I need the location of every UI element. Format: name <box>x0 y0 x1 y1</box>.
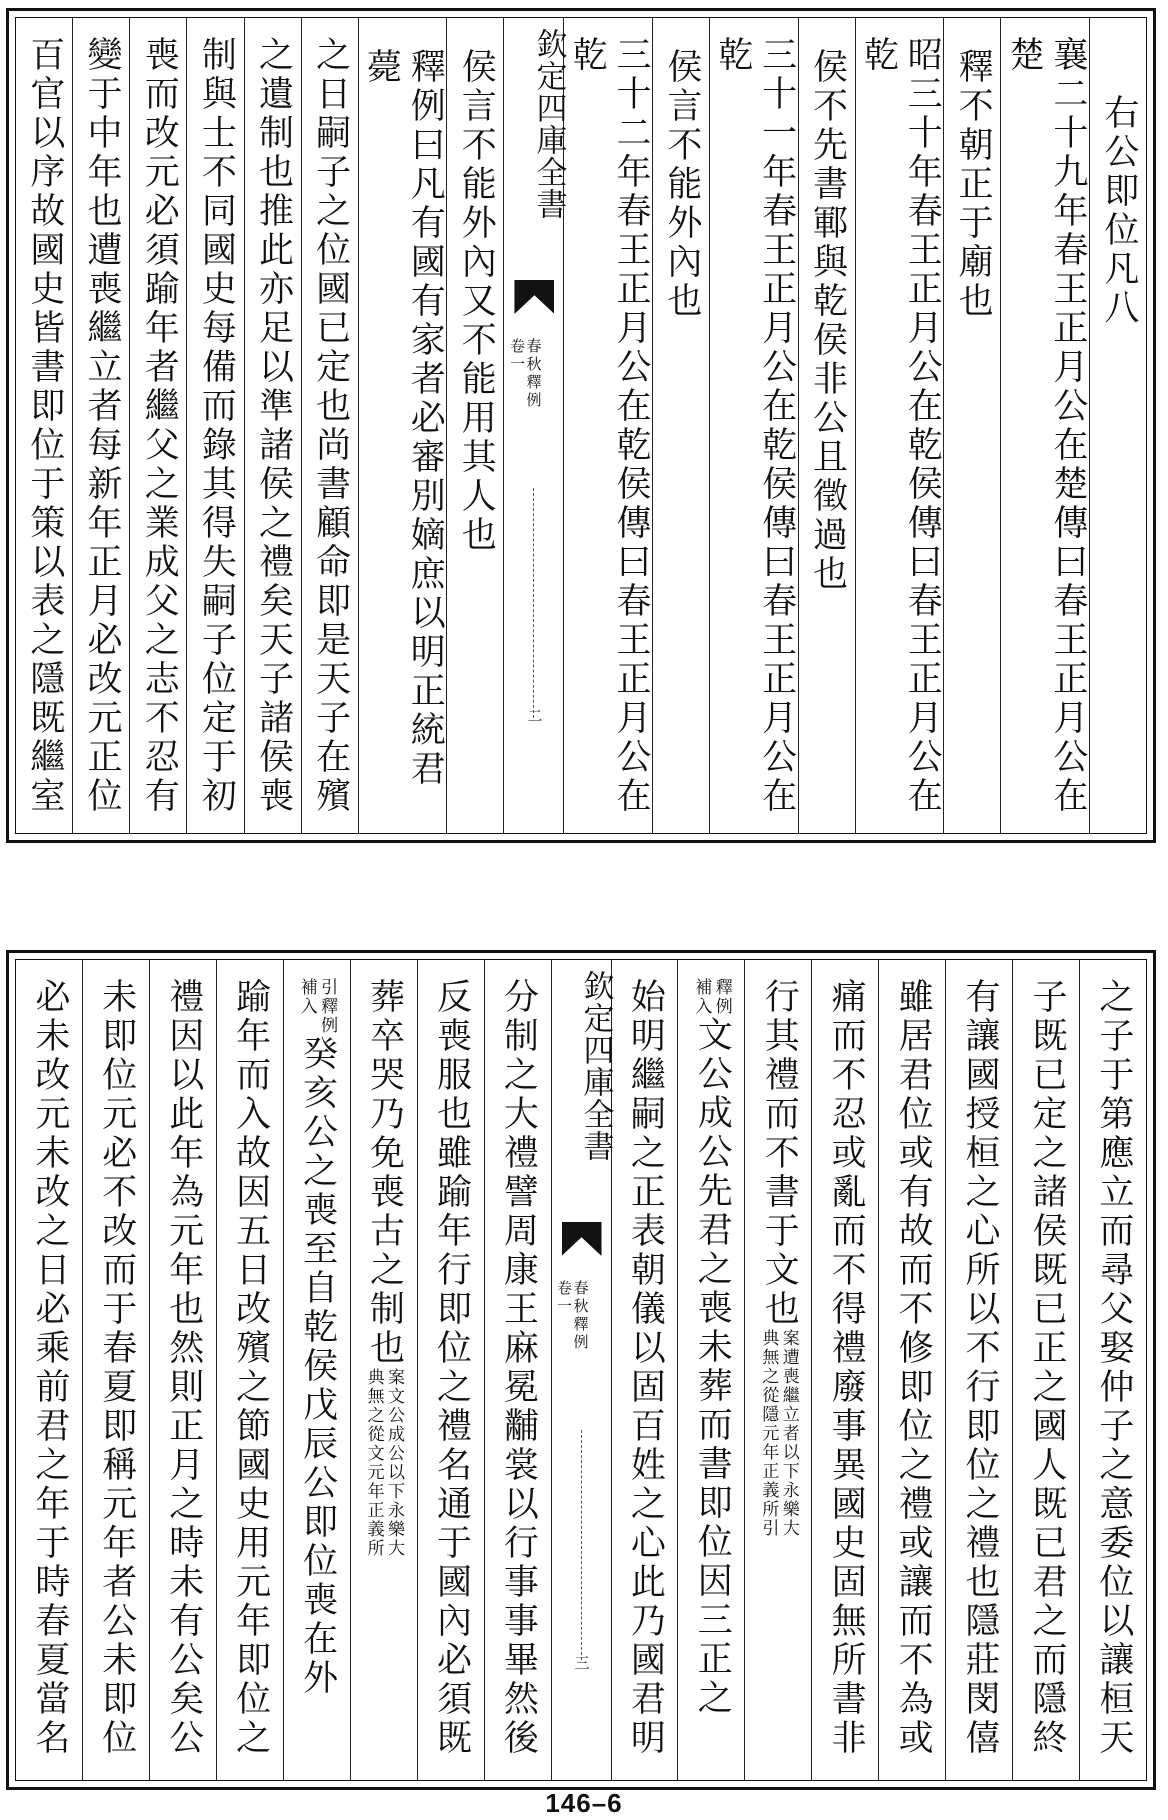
text-column: 喪而改元必須踰年者繼父之業成父之志不忍有 <box>129 18 186 833</box>
text-column: 分制之大禮譬周康王麻冕黼裳以行事事畢然後 <box>484 960 551 1780</box>
bottom-page <box>6 950 1156 1790</box>
text-column: 子既已定之諸侯既已正之國人既已君之而隱終 <box>1012 960 1079 1780</box>
top-page <box>6 8 1156 843</box>
text-column: 禮因以此年為元年也然則正月之時未有公矣公 <box>149 960 216 1780</box>
main-text: 癸亥公之喪至自乾侯戊辰公即位喪在外 <box>297 1035 338 1698</box>
main-text: 葬卒哭乃免喪古之制也 <box>364 978 405 1368</box>
text-column: 昭三十年春王正月公在乾侯傳曰春王正月公在乾 <box>855 18 944 833</box>
text-column: 襄二十九年春王正月公在楚傳曰春王正月公在楚 <box>1000 18 1089 833</box>
fold-volume: 卷一 <box>555 1280 573 1316</box>
fold-book-name: 春秋釋例 <box>571 1280 590 1352</box>
annotation-line: 案遭喪繼立者以下永樂大 <box>778 1329 799 1538</box>
annotation-note <box>758 1329 799 1538</box>
text-column: 反喪服也雖踰年行即位之禮名通于國內必須既 <box>417 960 484 1780</box>
text-column: 痛而不忍或亂而不得禮廢事異國史固無所書非 <box>811 960 878 1780</box>
text-column: 之日嗣子之位國已定也尚書顧命即是天子在殯 <box>301 18 358 833</box>
text-column: 踰年而入故因五日改殯之節國史用元年即位之 <box>216 960 283 1780</box>
text-column: 制與士不同國史每備而錄其得失嗣子位定于初 <box>186 18 243 833</box>
annotation-line: 案文公成公以下永樂大 <box>384 1368 405 1558</box>
annotation-note <box>363 1368 404 1558</box>
text-column: 三十一年春王正月公在乾侯傳曰春王正月公在乾 <box>709 18 798 833</box>
fold-book-title <box>508 338 541 410</box>
fold-divider <box>533 488 534 718</box>
text-column: 之子于第應立而尋父娶仲子之意委位以讓桓天 <box>1079 960 1146 1780</box>
annotation-line: 典無之從文元年正義所 <box>363 1368 384 1558</box>
lead-note-line: 釋例 <box>711 978 732 1016</box>
fold-book-title <box>556 1280 589 1352</box>
fold-column <box>503 18 567 833</box>
fold-page-number: 三 <box>572 1655 591 1670</box>
lead-note-line: 引釋例 <box>317 978 338 1035</box>
text-column: 變于中年也遭喪繼立者每新年正月必改元正位 <box>72 18 129 833</box>
text-column-with-lead-note <box>677 960 744 1780</box>
text-column: 侯言不能外內又不能用其人也 <box>446 18 503 833</box>
lead-note <box>296 978 337 1035</box>
text-column: 始明繼嗣之正表朝儀以固百姓之心此乃國君明 <box>611 960 678 1780</box>
fold-volume: 卷一 <box>507 338 526 374</box>
text-column: 右公即位凡八 <box>1089 18 1146 833</box>
text-column-with-note <box>350 960 417 1780</box>
fold-divider <box>581 1430 582 1660</box>
fold-book-name: 春秋釋例 <box>524 338 543 410</box>
top-page-frame <box>15 17 1147 834</box>
text-column-with-note <box>744 960 811 1780</box>
fold-column <box>551 960 614 1780</box>
main-text: 文公成公先君之喪未葬而書即位因三正之 <box>692 1016 733 1718</box>
page-number: 146–6 <box>545 1788 623 1818</box>
annotation-line: 典無之從隱元年正義所引 <box>758 1329 779 1538</box>
text-column: 侯不先書鄆與乾侯非公且徵過也 <box>798 18 855 833</box>
text-column: 必未改元未改之日必乘前君之年于時春夏當名 <box>29 978 70 1758</box>
text-column: 釋例曰凡有國有家者必審別嫡庶以明正統君薨 <box>358 18 447 833</box>
fold-title: 欽定四庫全書 <box>530 28 567 220</box>
text-column: 未即位元必不改而于春夏即稱元年者公未即位 <box>82 960 149 1780</box>
text-column: 之遺制也推此亦足以準諸侯之禮矣天子諸侯喪 <box>244 18 301 833</box>
fold-page-number: 二 <box>525 708 544 723</box>
fold-title: 欽定四庫全書 <box>577 970 614 1162</box>
lead-note-line: 補入 <box>296 978 317 1016</box>
main-text: 行其禮而不書于文也 <box>759 978 800 1329</box>
text-column-with-lead-note <box>283 960 350 1780</box>
text-column: 雖居君位或有故而不修即位之禮或讓而不為或 <box>878 960 945 1780</box>
text-column: 三十二年春王正月公在乾侯傳曰春王正月公在乾 <box>563 18 652 833</box>
text-column: 侯言不能外內也 <box>652 18 709 833</box>
bottom-page-frame <box>15 959 1147 1781</box>
text-column: 釋不朝正于廟也 <box>943 18 1000 833</box>
lead-note-line: 補入 <box>691 978 712 1016</box>
text-column: 百官以序故國史皆書即位于策以表之隱既繼室 <box>24 36 65 816</box>
lead-note <box>691 978 732 1016</box>
text-column: 有讓國授桓之心所以不行即位之禮也隱莊閔僖 <box>945 960 1012 1780</box>
